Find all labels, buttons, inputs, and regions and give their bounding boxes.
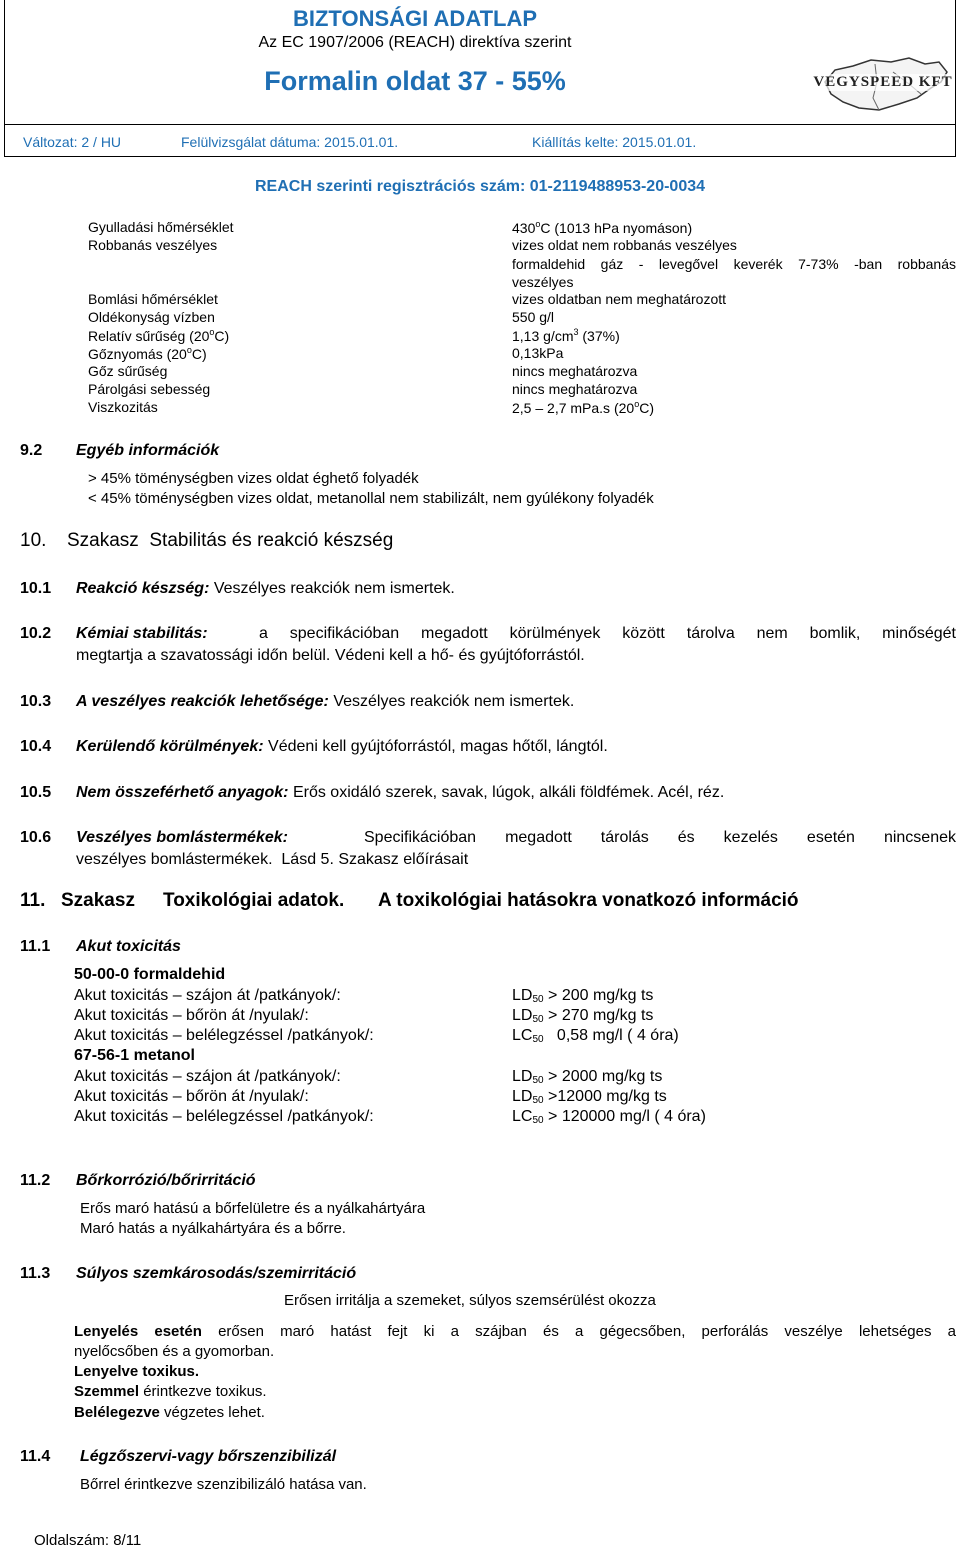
- tox-route: Akut toxicitás – belélegzéssel /patkányok/:: [74, 1027, 374, 1044]
- prop-vapour-pressure-value: 0,13kPa: [512, 345, 564, 361]
- tox-value: $LD_{50} > 270$ mg/kg ts: [512, 1007, 654, 1025]
- version-text: Változat: 2 / HU: [23, 134, 122, 150]
- prop-explosive-value-1: vizes oldat nem robbanás veszélyes: [512, 237, 737, 253]
- logo-text: VEGYSPEED KFT: [813, 74, 953, 90]
- prop-viscosity-value: 2,5 – 2,7 mPa.s (20$^o$C): [512, 399, 654, 416]
- tox-route: Akut toxicitás – szájon át /patkányok/:: [74, 987, 341, 1004]
- section-11-2-line-2: Maró hatás a nyálkahártyára és a bőrre.: [80, 1220, 346, 1237]
- section-11-2-line-1: Erős maró hatású a bőrfelületre és a nyálkahártyára: [80, 1200, 426, 1217]
- section-11-heading: 11. Szakasz Toxikológiai adatok. A toxikológiai hatásokra vonatkozó információ: [20, 890, 799, 911]
- header-meta-row: [4, 125, 956, 157]
- prop-evaporation-label: Párolgási sebesség: [88, 381, 211, 397]
- section-11-3-para-1-line-2: nyelőcsőben és a gyomorban.: [74, 1343, 275, 1360]
- page-number: Oldalszám: 8/11: [34, 1532, 142, 1549]
- review-date-text: Felülvizsgálat dátuma: 2015.01.01.: [181, 134, 399, 150]
- prop-vapour-density-label: Gőz sűrűség: [88, 363, 168, 379]
- prop-density-label: Relatív sűrűség (20$^o$C): [88, 327, 230, 344]
- issue-date-text: Kiállítás kelte: 2015.01.01.: [532, 134, 697, 150]
- tox-route: Akut toxicitás – szájon át /patkányok/:: [74, 1068, 341, 1085]
- tox-value: $LC_{50} > 120000$ mg/l ( 4 óra): [512, 1108, 706, 1126]
- prop-solubility-label: Oldékonyság vízben: [88, 309, 215, 325]
- reach-registration: REACH szerinti regisztrációs szám: 01-2119488953-20-0034: [254, 178, 706, 195]
- section-10-6-line-2: veszélyes bomlástermékek. Lásd 5. Szakasz előírásait: [76, 851, 469, 868]
- document-title: BIZTONSÁGI ADATLAP: [292, 6, 538, 31]
- prop-decomp-value: vizes oldatban nem meghatározott: [512, 291, 727, 307]
- tox-route: Akut toxicitás – bőrön át /nyulak/:: [74, 1007, 309, 1024]
- section-11-4-line: Bőrrel érintkezve szenzibilizáló hatása van.: [80, 1476, 367, 1493]
- prop-vapour-pressure-label: Gőznyomás (20$^o$C): [88, 345, 207, 362]
- degree-sup: o: [535, 219, 541, 229]
- header-box: [4, 0, 956, 125]
- section-10-2-line-2: megtartja a szavatossági időn belül. Védeni kell a hő- és gyújtóforrástól.: [76, 647, 585, 664]
- product-name: Formalin oldat 37 - 55%: [264, 66, 566, 96]
- prop-decomp-label: Bomlási hőmérséklet: [88, 291, 218, 307]
- tox-value: $LC_{50}$ 0,58 mg/l ( 4 óra): [512, 1027, 679, 1045]
- section-11-3-para-4: Belélegezve végzetes lehet.: [74, 1404, 265, 1421]
- section-10-heading: 10. Szakasz Stabilitás és reakció készség: [20, 530, 394, 551]
- document-subtitle: Az EC 1907/2006 (REACH) direktíva szerint: [258, 34, 572, 51]
- prop-viscosity-label: Viszkozitás: [88, 399, 158, 415]
- section-9-2-line-2: < 45% töménységben vizes oldat, metanollal nem stabilizált, nem gyúlékony folyadék: [88, 490, 654, 507]
- prop-vapour-density-value: nincs meghatározva: [512, 363, 638, 379]
- prop-explosive-value-3: veszélyes: [512, 274, 574, 290]
- tox-route: Akut toxicitás – belélegzéssel /patkányok/:: [74, 1108, 374, 1125]
- prop-ignition-label: Gyulladási hőmérséklet: [88, 219, 234, 235]
- prop-density-value: 1,13 $g/cm^3$ (37%): [512, 327, 620, 344]
- company-logo: [813, 52, 953, 118]
- section-11-3-summary: Erősen irritálja a szemeket, súlyos szemsérülést okozza: [284, 1292, 656, 1309]
- prop-evaporation-value: nincs meghatározva: [512, 381, 638, 397]
- tox-value: $LD_{50} >12000$ mg/kg ts: [512, 1088, 667, 1106]
- document-header: [0, 0, 960, 160]
- tox-value: $LD_{50} > 200$ mg/kg ts: [512, 987, 654, 1005]
- tox-value: $LD_{50} > 2000$ mg/kg ts: [512, 1068, 663, 1086]
- section-11-3-para-2: Lenyelve toxikus.: [74, 1363, 200, 1380]
- prop-explosive-label: Robbanás veszélyes: [88, 237, 218, 253]
- section-11-3-para-3: Szemmel érintkezve toxikus.: [74, 1383, 267, 1400]
- prop-solubility-value: 550 g/l: [512, 309, 555, 325]
- substance-formaldehyde-title: 50-00-0 formaldehid: [74, 966, 226, 983]
- tox-route: Akut toxicitás – bőrön át /nyulak/:: [74, 1088, 309, 1105]
- prop-explosive-value-2: formaldehid gáz - levegővel keverék 7-73% -ban robbanás: [512, 256, 956, 272]
- substance-methanol-title: 67-56-1 metanol: [74, 1047, 195, 1064]
- prop-ignition-value: 430$^o$C (1013 hPa nyomáson): [512, 219, 693, 236]
- section-11-3-para-1: Lenyelés esetén erősen maró hatást fejt ki a szájban és a gégecsőben, perforálás veszélye lehetséges a: [74, 1323, 956, 1340]
- section-9-2-line-1: > 45% töménységben vizes oldat éghető folyadék: [88, 470, 419, 487]
